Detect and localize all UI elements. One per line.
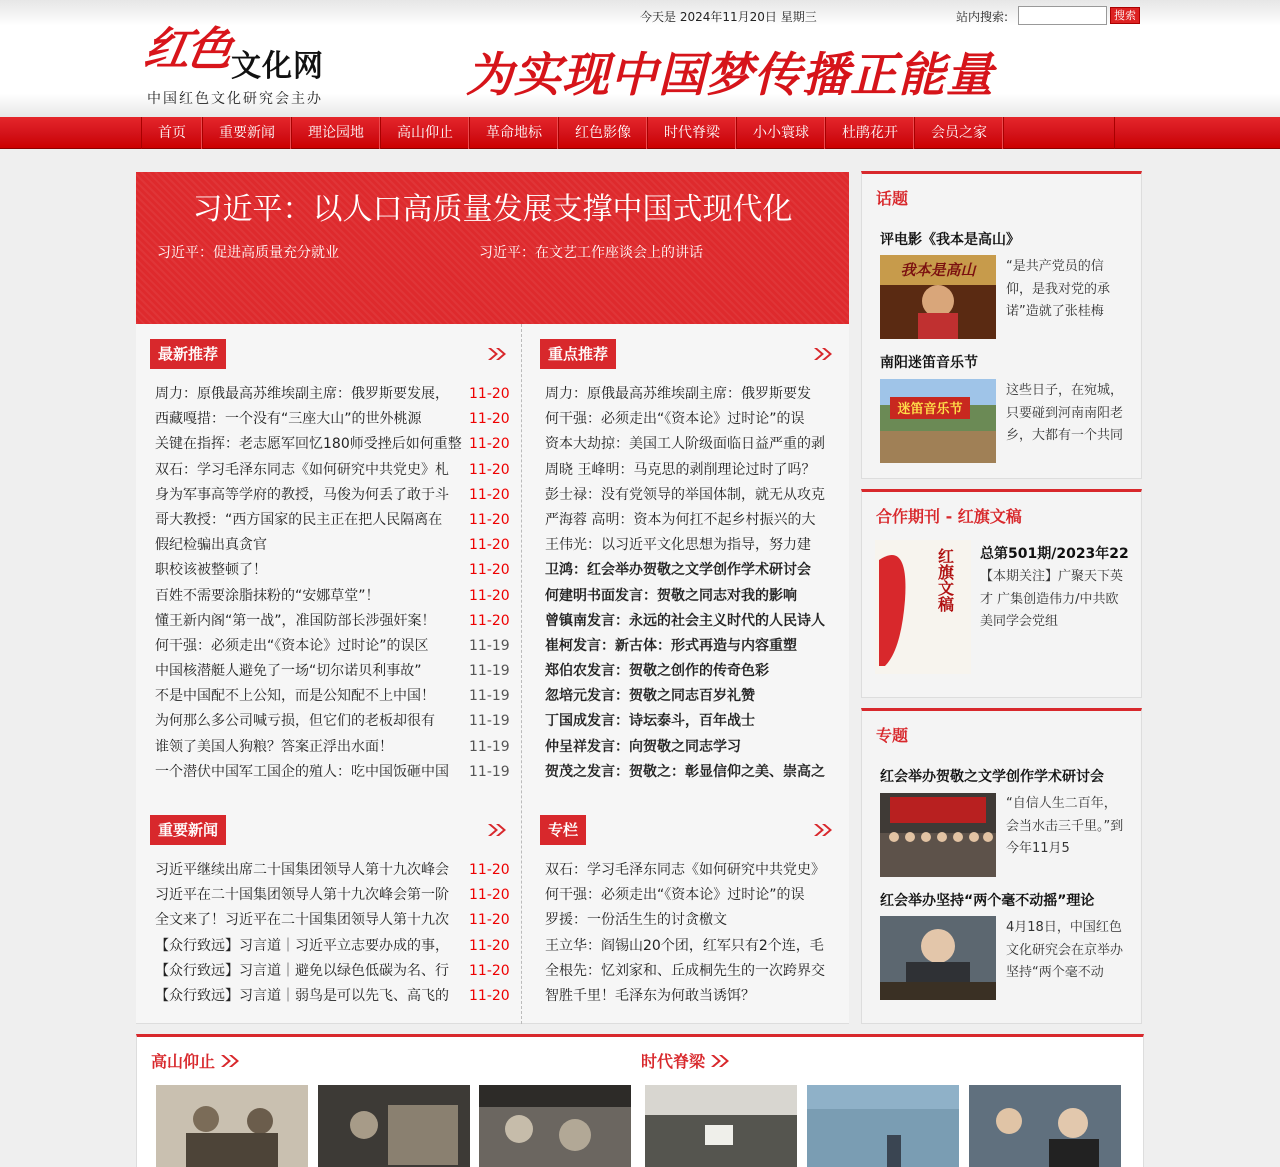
list-item-title[interactable]: 卫鸿：红会举办贺敬之文学创作学术研讨会 <box>545 562 811 579</box>
list-item-date: 11-20 <box>469 486 510 503</box>
column-list <box>545 858 835 1009</box>
logo-script-text: 红色 <box>140 22 234 76</box>
list-item-title[interactable]: 何建明书面发言：贺敬之同志对我的影响 <box>545 587 797 604</box>
list-item-title[interactable]: 中国核潜艇人避免了一场“切尔诺贝利事故” <box>155 663 422 680</box>
important-list-item[interactable] <box>155 959 510 984</box>
photo-thumb[interactable] <box>807 1085 959 1167</box>
special-thumb-seminar[interactable] <box>880 793 996 877</box>
main-nav <box>0 117 1280 149</box>
search-button[interactable]: 搜索 <box>1110 7 1140 24</box>
list-item-title[interactable]: 王立华：阎锡山20个团，红军只有2个连，毛 <box>545 937 824 954</box>
list-item-title[interactable]: 职校该被整顿了！ <box>155 562 267 579</box>
special-item-title[interactable]: 红会举办坚持“两个毫不动摇”理论 <box>880 893 1095 909</box>
more-arrow-icon[interactable] <box>486 343 508 365</box>
topic-box <box>861 171 1142 479</box>
main-panel <box>136 324 849 1024</box>
more-arrow-icon[interactable] <box>219 1050 241 1072</box>
column-list-item[interactable] <box>545 934 835 959</box>
list-item-title[interactable]: 何干强：必须走出“《资本论》过时论”的误 <box>545 411 805 428</box>
list-item-title[interactable]: 丁国成发言：诗坛泰斗，百年战士 <box>545 713 755 730</box>
latest-tag[interactable]: 最新推荐 <box>150 339 226 369</box>
list-item-date: 11-20 <box>469 987 510 1004</box>
topic-title[interactable]: 话题 <box>876 189 909 208</box>
current-date: 今天是 2024年11月20日 星期三 <box>640 10 817 24</box>
latest-list-item[interactable] <box>155 508 510 533</box>
list-item-title[interactable]: 【众行致远】习言道｜习近平立志要办成的事， <box>155 937 449 954</box>
list-item-title[interactable]: 资本大劫掠：美国工人阶级面临日益严重的剥 <box>545 436 825 453</box>
nav-item-red-images[interactable]: 红色影像 <box>559 117 648 149</box>
list-item-title[interactable]: 仲呈祥发言：向贺敬之同志学习 <box>545 738 741 755</box>
list-item-title[interactable]: 习近平继续出席二十国集团领导人第十九次峰会 <box>155 862 449 878</box>
nav-item-globe[interactable]: 小小寰球 <box>737 117 826 149</box>
latest-list-item[interactable] <box>155 458 510 483</box>
list-item-date: 11-20 <box>469 937 510 954</box>
column-list-item[interactable] <box>545 908 835 933</box>
important-list-item[interactable] <box>155 984 510 1009</box>
important-list-item[interactable] <box>155 934 510 959</box>
important-header <box>150 815 508 845</box>
list-item-date: 11-20 <box>469 562 510 579</box>
featured-list-item[interactable] <box>545 659 835 684</box>
latest-list-item[interactable] <box>155 735 510 760</box>
latest-list-item[interactable] <box>155 634 510 659</box>
list-item-title[interactable]: 一个潜伏中国军工国企的殖人：吃中国饭砸中国 <box>155 763 449 780</box>
list-item-title[interactable]: 何干强：必须走出“《资本论》过时论”的误区 <box>155 637 429 654</box>
featured-list-item[interactable] <box>545 533 835 558</box>
special-item-text: “自信人生二百年，会当水击三千里。”到今年11月5 <box>1006 796 1124 856</box>
nav-item-important-news[interactable]: 重要新闻 <box>203 117 292 149</box>
featured-list-item[interactable] <box>545 634 835 659</box>
list-item-title[interactable]: 【众行致远】习言道｜避免以绿色低碳为名、行 <box>155 962 449 979</box>
topic-item-text: “是共产党员的信仰，是我对党的承诺”造就了张桂梅 <box>1006 259 1111 319</box>
list-item-date: 11-20 <box>469 962 510 979</box>
nav-item-backbone[interactable]: 时代脊梁 <box>648 117 737 149</box>
site-header <box>0 0 1280 117</box>
search-input[interactable] <box>1018 6 1107 25</box>
important-list-item[interactable] <box>155 858 510 883</box>
journal-box <box>861 489 1142 698</box>
list-item-title[interactable]: 彭士禄：没有党领导的举国体制，就无从攻克 <box>545 486 825 503</box>
header-slogan: 为实现中国梦传播正能量 <box>466 48 994 103</box>
latest-list-item[interactable] <box>155 760 510 785</box>
featured-list-item[interactable] <box>545 735 835 760</box>
nav-item-home[interactable]: 首页 <box>142 117 203 149</box>
journal-issue[interactable]: 总第501期/2023年22 <box>980 546 1129 562</box>
bottom-left-title[interactable]: 高山仰止 <box>151 1052 216 1071</box>
topic-item-title[interactable]: 评电影《我本是高山》 <box>880 232 1020 248</box>
more-arrow-icon[interactable] <box>709 1050 731 1072</box>
list-item-title[interactable]: 严海蓉 高明：资本为何扛不起乡村振兴的大 <box>545 511 816 528</box>
list-item-title[interactable]: 假纪检骗出真贪官 <box>155 537 267 554</box>
list-item-title[interactable]: 哥大教授：“西方国家的民主正在把人民隔离在 <box>155 511 443 528</box>
featured-list-item[interactable] <box>545 760 835 785</box>
list-item-date: 11-19 <box>469 713 510 730</box>
headline-sub-right[interactable]: 习近平：在文艺工作座谈会上的讲话 <box>479 245 703 261</box>
photo-thumb[interactable] <box>156 1085 308 1167</box>
journal-title[interactable]: 合作期刊 - 红旗文稿 <box>876 507 1022 526</box>
list-item-title[interactable]: 智胜千里！毛泽东为何敢当诱饵？ <box>545 987 755 1004</box>
list-item-title[interactable]: 何干强：必须走出“《资本论》过时论”的误 <box>545 887 805 904</box>
list-item-title[interactable]: 周力：原俄最高苏维埃副主席：俄罗斯要发展， <box>155 386 449 402</box>
list-item-title[interactable]: 为何那么多公司喊亏损，但它们的老板却很有 <box>155 713 435 730</box>
latest-list-item[interactable] <box>155 659 510 684</box>
latest-header <box>150 339 508 369</box>
important-list <box>155 858 510 1009</box>
journal-cover-text: 红旗文稿 <box>935 548 955 612</box>
topic-item-text: 这些日子，在宛城，只要碰到河南南阳老乡，大都有一个共同 <box>1006 383 1124 443</box>
column-list-item[interactable] <box>545 858 835 883</box>
photo-strip <box>136 1034 1144 1167</box>
latest-list-item[interactable] <box>155 584 510 609</box>
featured-list <box>545 382 835 785</box>
latest-list-item[interactable] <box>155 609 510 634</box>
latest-list-item[interactable] <box>155 483 510 508</box>
nav-list <box>141 117 1115 149</box>
list-item-title[interactable]: 周力：原俄最高苏维埃副主席：俄罗斯要发 <box>545 386 811 402</box>
journal-cover[interactable] <box>875 540 971 674</box>
list-item-title[interactable]: 双石：学习毛泽东同志《如何研究中共党史》札 <box>155 461 449 478</box>
latest-list <box>155 382 510 785</box>
logo-name: 文化网 <box>231 49 324 84</box>
journal-text: 【本期关注】广聚天下英才 广集创造伟力/中共欧美同学会党组 <box>980 569 1124 629</box>
latest-list-item[interactable] <box>155 432 510 457</box>
list-item-date: 11-19 <box>469 637 510 654</box>
nav-item-admiration[interactable]: 高山仰止 <box>381 117 470 149</box>
list-item-date: 11-20 <box>469 912 510 929</box>
featured-header <box>540 339 834 369</box>
bottom-left-header <box>151 1049 241 1072</box>
list-item-title[interactable]: 崔柯发言：新古体：形式再造与内容重塑 <box>545 637 797 654</box>
headline-sub-left[interactable]: 习近平：促进高质量充分就业 <box>157 245 339 261</box>
list-item-title[interactable]: 关键在指挥：老志愿军回忆180师受挫后如何重整 <box>155 436 462 453</box>
list-item-title[interactable]: 习近平在二十国集团领导人第十九次峰会第一阶 <box>155 887 449 904</box>
featured-list-item[interactable] <box>545 432 835 457</box>
list-item-title[interactable]: 罗援：一份活生生的讨贪檄文 <box>545 912 727 929</box>
featured-list-item[interactable] <box>545 609 835 634</box>
column-list-item[interactable] <box>545 984 835 1009</box>
list-item-title[interactable]: 周晓 王峰明：马克思的剥削理论过时了吗？ <box>545 461 816 478</box>
search-label: 站内搜索: <box>956 10 1009 24</box>
site-logo[interactable] <box>140 22 355 108</box>
latest-list-item[interactable] <box>155 558 510 583</box>
topic-thumb-caption: 我本是高山 <box>900 261 976 279</box>
topic-thumb-caption: 迷笛音乐节 <box>897 402 963 417</box>
list-item-date: 11-20 <box>469 511 510 528</box>
column-list-item[interactable] <box>545 959 835 984</box>
latest-list-item[interactable] <box>155 382 510 407</box>
featured-list-item[interactable] <box>545 709 835 734</box>
featured-list-item[interactable] <box>545 382 835 407</box>
nav-item-members[interactable]: 会员之家 <box>915 117 1004 149</box>
featured-list-item[interactable] <box>545 558 835 583</box>
photo-thumb[interactable] <box>645 1085 797 1167</box>
featured-list-item[interactable] <box>545 483 835 508</box>
latest-list-item[interactable] <box>155 684 510 709</box>
featured-list-item[interactable] <box>545 458 835 483</box>
topic-thumb-festival[interactable] <box>880 379 996 463</box>
special-box <box>861 708 1142 1024</box>
latest-list-item[interactable] <box>155 709 510 734</box>
column-list-item[interactable] <box>545 883 835 908</box>
list-item-title[interactable]: 全根先：忆刘家和、丘成桐先生的一次跨界交 <box>545 962 825 979</box>
special-item-text: 4月18日，中国红色文化研究会在京举办坚持“两个毫不动 <box>1006 920 1124 980</box>
special-thumb-speaker[interactable] <box>880 916 996 1000</box>
column-header <box>540 815 834 845</box>
list-item-title[interactable]: 西藏嘎措：一个没有“三座大山”的世外桃源 <box>155 411 422 428</box>
latest-list-item[interactable] <box>155 533 510 558</box>
special-title[interactable]: 专题 <box>876 726 909 745</box>
featured-list-item[interactable] <box>545 684 835 709</box>
nav-item-landmarks[interactable]: 革命地标 <box>470 117 559 149</box>
list-item-title[interactable]: 谁领了美国人狗粮？答案正浮出水面！ <box>155 738 393 755</box>
photo-thumb[interactable] <box>318 1085 470 1167</box>
list-item-title[interactable]: 忽培元发言：贺敬之同志百岁礼赞 <box>545 688 755 705</box>
list-item-date: 11-19 <box>469 763 510 780</box>
list-item-date: 11-19 <box>469 738 510 755</box>
more-arrow-icon[interactable] <box>486 819 508 841</box>
column-tag[interactable]: 专栏 <box>540 815 586 845</box>
list-item-title[interactable]: 曾镇南发言：永远的社会主义时代的人民诗人 <box>545 612 825 629</box>
photo-thumb[interactable] <box>479 1085 631 1167</box>
column-divider <box>521 324 522 1024</box>
photo-thumb[interactable] <box>969 1085 1121 1167</box>
list-item-date: 11-20 <box>469 887 510 904</box>
list-item-date: 11-19 <box>469 663 510 680</box>
featured-list-item[interactable] <box>545 407 835 432</box>
more-arrow-icon[interactable] <box>812 343 834 365</box>
featured-list-item[interactable] <box>545 508 835 533</box>
list-item-title[interactable]: 双石：学习毛泽东同志《如何研究中共党史》 <box>545 862 825 878</box>
nav-item-theory[interactable]: 理论园地 <box>292 117 381 149</box>
topic-item-title[interactable]: 南阳迷笛音乐节 <box>880 355 978 371</box>
list-item-date: 11-20 <box>469 436 510 453</box>
bottom-right-header <box>641 1049 731 1072</box>
list-item-title[interactable]: 郑伯农发言：贺敬之创作的传奇色彩 <box>545 663 769 680</box>
featured-tag[interactable]: 重点推荐 <box>540 339 616 369</box>
list-item-date: 11-20 <box>469 411 510 428</box>
latest-list-item[interactable] <box>155 407 510 432</box>
logo-subtitle: 中国红色文化研究会主办 <box>147 91 323 107</box>
list-item-title[interactable]: 身为军事高等学府的教授，马俊为何丢了敢于斗 <box>155 486 449 503</box>
headline-banner <box>136 172 849 324</box>
list-item-title[interactable]: 百姓不需要涂脂抹粉的“安娜草堂”！ <box>155 587 380 604</box>
more-arrow-icon[interactable] <box>812 819 834 841</box>
special-item-title[interactable]: 红会举办贺敬之文学创作学术研讨会 <box>880 769 1104 785</box>
nav-item-azalea[interactable]: 杜鹃花开 <box>826 117 915 149</box>
list-item-title[interactable]: 【众行致远】习言道｜弱鸟是可以先飞、高飞的 <box>155 987 449 1004</box>
bottom-right-title[interactable]: 时代脊梁 <box>641 1052 706 1071</box>
list-item-date: 11-20 <box>469 461 510 478</box>
list-item-title[interactable]: 贺茂之发言：贺敬之：彰显信仰之美、崇高之 <box>545 763 825 780</box>
important-tag[interactable]: 重要新闻 <box>150 815 226 845</box>
list-item-date: 11-20 <box>469 386 510 402</box>
list-item-title[interactable]: 懂王新内阁“第一战”，准国防部长涉强奸案！ <box>155 612 436 629</box>
list-item-date: 11-19 <box>469 688 510 705</box>
featured-list-item[interactable] <box>545 584 835 609</box>
list-item-title[interactable]: 王伟光：以习近平文化思想为指导，努力建 <box>545 537 811 554</box>
topic-thumb-movie[interactable] <box>880 255 996 339</box>
list-item-title[interactable]: 全文来了！习近平在二十国集团领导人第十九次 <box>155 912 449 929</box>
list-item-date: 11-20 <box>469 862 510 878</box>
headline-title[interactable]: 习近平：以人口高质量发展支撑中国式现代化 <box>192 192 793 227</box>
list-item-title[interactable]: 不是中国配不上公知，而是公知配不上中国！ <box>155 688 435 705</box>
list-item-date: 11-20 <box>469 537 510 554</box>
important-list-item[interactable] <box>155 908 510 933</box>
important-list-item[interactable] <box>155 883 510 908</box>
list-item-date: 11-20 <box>469 612 510 629</box>
list-item-date: 11-20 <box>469 587 510 604</box>
